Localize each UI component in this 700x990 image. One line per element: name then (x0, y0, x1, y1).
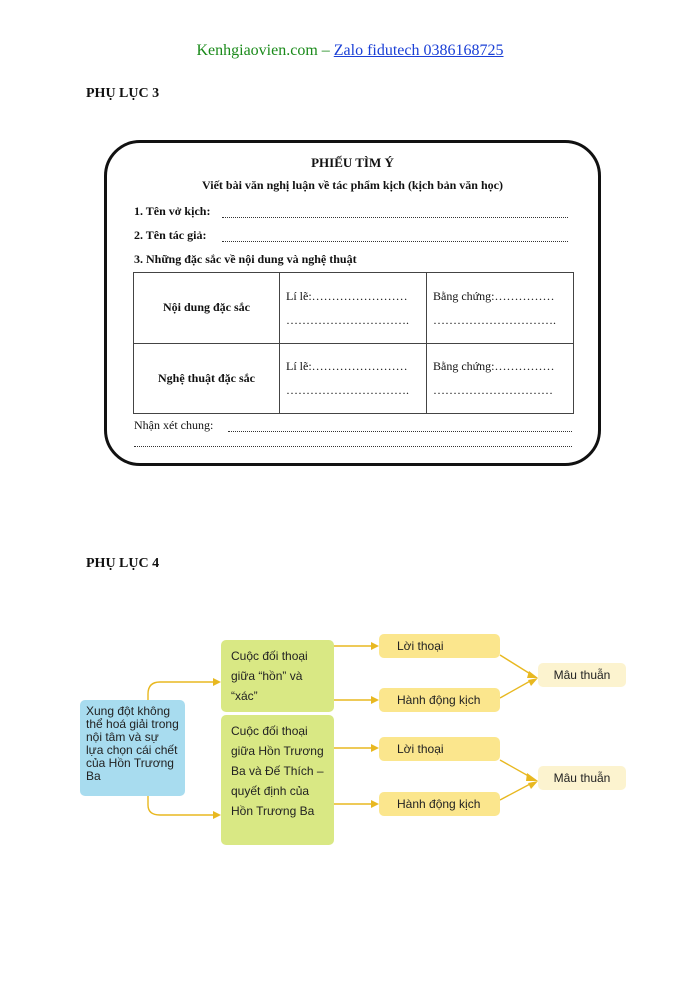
remark-label: Nhận xét chung: (134, 418, 214, 432)
content-head: Nội dung đặc sắc (134, 273, 280, 344)
leaf-action-1: Hành động kịch (379, 688, 500, 712)
leaf-action-2: Hành động kịch (379, 792, 500, 816)
evidence-label: Bằng chứng:…………… (433, 288, 555, 303)
card-subtitle: Viết bài văn nghị luận về tác phẩm kịch (kịch bản văn học) (202, 178, 503, 192)
leaf-dialogue-2: Lời thoại (379, 737, 500, 761)
appendix-3-label: PHỤ LỤC 3 (86, 86, 160, 101)
reason-label: Lí lẽ:…………………… (286, 288, 408, 303)
contact-link[interactable]: Zalo fidutech 0386168725 (333, 42, 504, 59)
connector-result2-b (500, 783, 532, 800)
card-title: PHIẾU TÌM Ý (311, 155, 394, 170)
root-node: Xung đột không thể hoá giải trong nội tâm và sự lựa chọn cái chết của Hồn Trương Ba (80, 700, 185, 796)
reason-label: Lí lẽ:…………………… (286, 359, 408, 374)
connector-root-branch1 (148, 682, 214, 700)
leaf-dialogue-1: Lời thoại (379, 634, 500, 658)
evidence-continuation: ………………………… (433, 383, 553, 398)
branch-node-2: Cuộc đối thoại giữa Hồn Trương Ba và Đế Thích – quyết định của Hồn Trương Ba (221, 715, 334, 845)
branch-node-1: Cuộc đối thoại giữa “hồn” và “xác” (221, 640, 334, 712)
header-separator: – (321, 42, 330, 59)
site-name: Kenhgiaovien.com (196, 42, 318, 59)
result-node-2: Mâu thuẫn (538, 766, 626, 790)
connector-result1-b (500, 680, 532, 698)
reason-continuation: …………………………. (286, 383, 409, 398)
connector-root-branch2 (148, 796, 214, 815)
connector-result1-a (500, 655, 532, 675)
art-head: Nghệ thuật đặc sắc (134, 343, 280, 414)
play-name-label: 1. Tên vở kịch: (134, 204, 211, 218)
result-node-1: Mâu thuẫn (538, 663, 626, 687)
evidence-label: Bằng chứng:…………… (433, 359, 555, 374)
reason-continuation: …………………………. (286, 312, 409, 327)
features-label: 3. Những đặc sắc về nội dung và nghệ thuật (134, 252, 357, 266)
evidence-continuation: …………………………. (433, 312, 556, 327)
author-label: 2. Tên tác giả: (134, 228, 207, 242)
appendix-4-label: PHỤ LỤC 4 (86, 556, 160, 571)
